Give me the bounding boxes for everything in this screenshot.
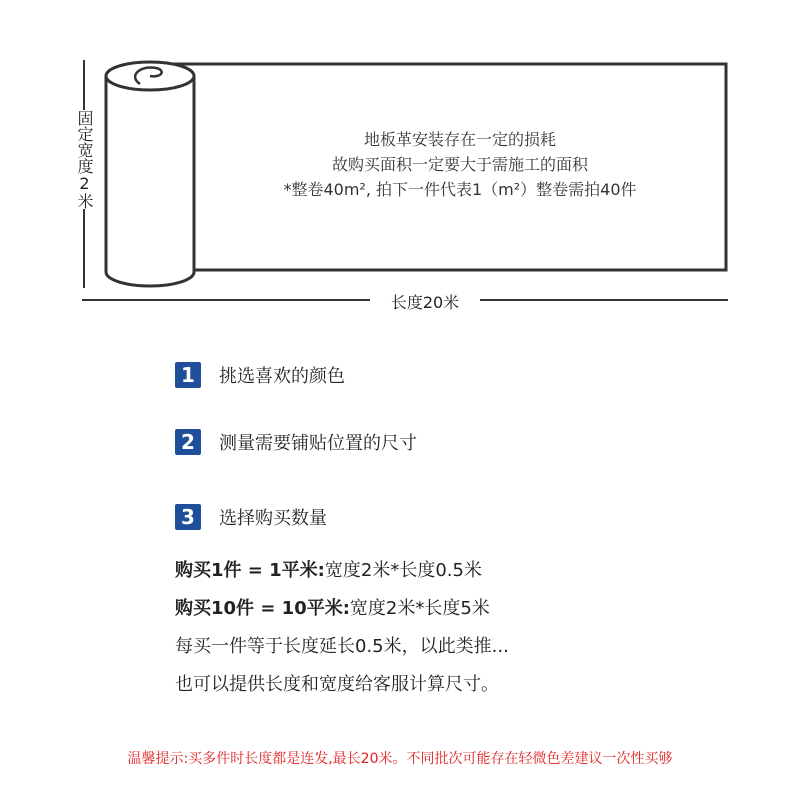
info-text: 宽度2米*长度5米 (349, 598, 490, 619)
width-label: 固定宽度2米 (75, 110, 94, 209)
length-label: 长度20米 (370, 290, 480, 313)
step-3 (175, 504, 327, 530)
info-bold: 购买1件 = 1平米: (175, 560, 325, 581)
footer-warning: 温馨提示:买多件时长度都是连发,最长20米。不同批次可能存在轻微色差建议一次性买够 (127, 751, 673, 767)
note-line-3: *整卷40m², 拍下一件代表1（m²）整卷需拍40件 (283, 180, 637, 199)
step-text: 测量需要铺贴位置的尺寸 (219, 433, 417, 454)
note-line-1: 地板革安装存在一定的损耗 (363, 130, 556, 149)
step-number-badge: 1 (175, 362, 201, 388)
info-line-2 (175, 594, 490, 620)
info-line-3 (175, 632, 509, 658)
info-text: 也可以提供长度和宽度给客服计算尺寸。 (175, 674, 499, 695)
info-line-1 (175, 556, 482, 582)
step-number-badge: 2 (175, 429, 201, 455)
step-1 (175, 362, 345, 388)
info-line-4 (175, 670, 499, 696)
roll-body (106, 64, 194, 285)
info-text: 宽度2米*长度0.5米 (324, 560, 482, 581)
step-text: 挑选喜欢的颜色 (219, 366, 345, 387)
info-text: 每买一件等于长度延长0.5米，以此类推... (175, 636, 509, 657)
info-bold: 购买10件 = 10平米: (175, 598, 350, 619)
note-line-2: 故购买面积一定要大于需施工的面积 (331, 155, 588, 174)
step-text: 选择购买数量 (219, 508, 327, 529)
step-number-badge: 3 (175, 504, 201, 530)
step-2 (175, 429, 417, 455)
